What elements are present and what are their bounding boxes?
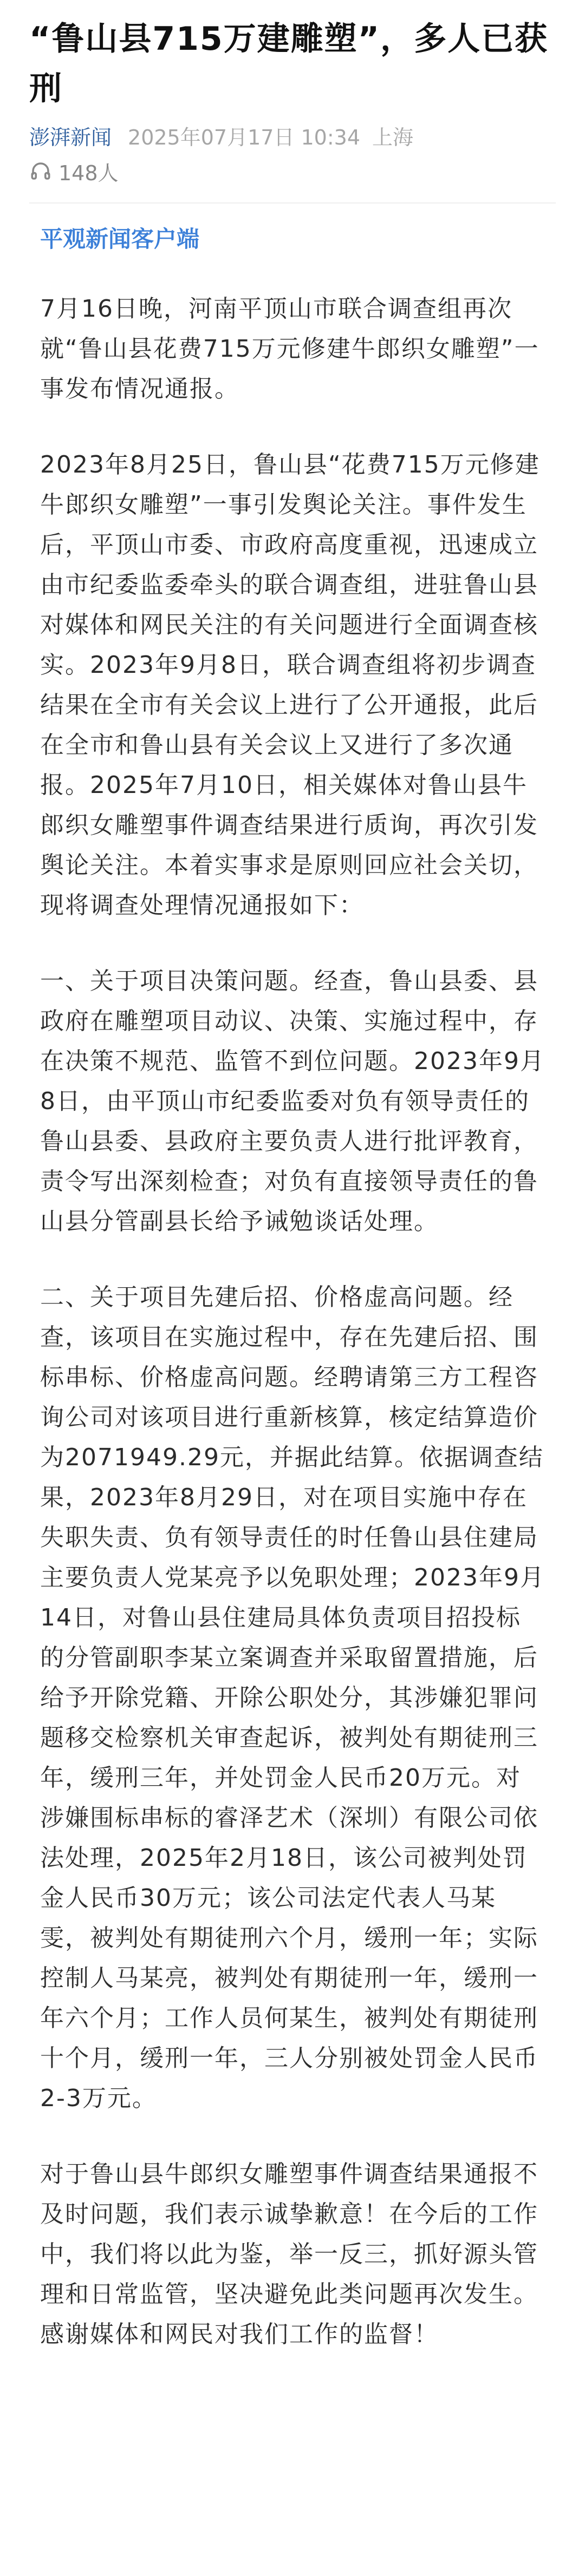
client-label: 平观新闻客户端 [40,226,200,252]
paragraph-4: 二、关于项目先建后招、价格虚高问题。经查，该项目在实施过程中，存在先建后招、围标串标、价格虚高问题。经聘请第三方工程咨询公司对该项目进行重新核算，核定结算造价为2071949.29元，并据此结算。依据调查结果，2023年8月29日，对在项目实施中存在失职失责、负有领导责任的时任鲁山县住建局主要负责人党某亮予以免职处理；2023年9月14日，对鲁山县住建局具体负责项目招投标的分管副职李某立案调查并采取留置措施，后给予开除党籍、开除公职处分，其涉嫌犯罪问题移交检察机关审查起诉，被判处有期徒刑三年，缓刑三年，并处罚金人民币20万元。对涉嫌围标串标的睿泽艺术（深圳）有限公司依法处理，2025年2月18日，该公司被判处罚金人民币30万元；该公司法定代表人马某雯，被判处有期徒刑六个月，缓刑一年；实际控制人马某亮，被判处有期徒刑一年，缓刑一年六个月；工作人员何某生，被判处有期徒刑十个月，缓刑一年，三人分别被处罚金人民币2-3万元。 [40,1283,545,2112]
article-meta [29,121,556,149]
paragraph-2: 2023年8月25日，鲁山县“花费715万元修建牛郎织女雕塑”一事引发舆论关注。事件发生后，平顶山市委、市政府高度重视，迅速成立由市纪委监委牵头的联合调查组，进驻鲁山县对媒体和网民关注的有关问题进行全面调查核实。2023年9月8日，联合调查组将初步调查结果在全市有关会议上进行了公开通报，此后在全市和鲁山县有关会议上又进行了多次通报。2025年7月10日，相关媒体对鲁山县牛郎织女雕塑事件调查结果进行质询，再次引发舆论关注。本着实事求是原则回应社会关切，现将调查处理情况通报如下： [40,451,540,919]
paragraph-5: 对于鲁山县牛郎织女雕塑事件调查结果通报不及时问题，我们表示诚挚歉意！在今后的工作中，我们将以此为鉴，举一反三，抓好源头管理和日常监管，坚决避免此类问题再次发生。感谢媒体和网民对我们工作的监督！ [40,2160,538,2348]
headphones-icon [29,160,52,182]
publish-datetime: 2025年07月17日 10:34 [128,125,361,149]
paragraph-1: 7月16日晚，河南平顶山市联合调查组再次就“鲁山县花费715万元修建牛郎织女雕塑”一事发布情况通报。 [40,295,540,403]
article-title: “鲁山县715万建雕塑”，多人已获刑 [29,20,549,108]
paragraph-3: 一、关于项目决策问题。经查，鲁山县委、县政府在雕塑项目动议、决策、实施过程中，存在决策不规范、监管不到位问题。2023年9月8日，由平顶山市纪委监委对负有领导责任的鲁山县委、县政府主要负责人进行批评教育，责令写出深刻检查；对负有直接领导责任的鲁山县分管副县长给予诫勉谈话处理。 [40,967,545,1235]
listen-count: 148人 [58,161,119,185]
article-body [29,204,556,2355]
listen-count-row[interactable] [29,157,556,185]
publish-location: 上海 [372,125,414,149]
source-link[interactable]: 澎湃新闻 [29,125,112,149]
